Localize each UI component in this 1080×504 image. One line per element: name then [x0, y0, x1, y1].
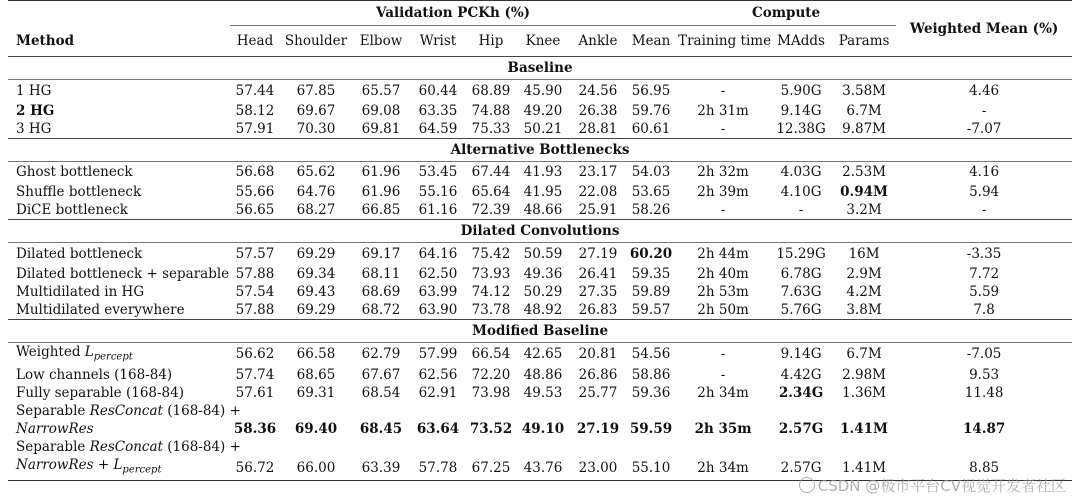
value-cell: 8.85	[969, 460, 1000, 477]
value-cell: 59.89	[631, 283, 671, 300]
value-cell: 65.57	[361, 82, 401, 99]
table-row	[8, 283, 1072, 301]
value-cell: 56.72	[235, 460, 275, 477]
value-cell: 2.57G	[778, 421, 824, 438]
value-cell: 4.03G	[780, 164, 822, 181]
value-cell: 63.90	[418, 301, 458, 318]
value-cell: 50.59	[523, 245, 563, 262]
value-cell: 69.08	[361, 102, 401, 119]
value-cell: 3.58M	[842, 82, 887, 99]
table-row	[8, 438, 1072, 456]
method-cell: Separable ResConcat (168-84) +	[16, 439, 241, 456]
value-cell: 54.56	[631, 346, 671, 363]
value-cell: 2h 39m	[697, 184, 749, 200]
method-cell: DiCE bottleneck	[16, 202, 128, 218]
col-ankle: Ankle	[578, 33, 618, 49]
table-row	[8, 201, 1072, 220]
value-cell: 68.65	[296, 367, 336, 384]
value-cell: 69.29	[296, 301, 336, 318]
method-cell: Multidilated in HG	[16, 283, 145, 300]
value-cell: 59.76	[631, 102, 671, 119]
value-cell: 5.94	[969, 184, 1000, 200]
value-cell: 57.88	[235, 265, 275, 282]
section-header-row	[8, 220, 1072, 243]
value-cell: 49.20	[523, 102, 563, 119]
value-cell: 57.99	[418, 346, 458, 363]
method-cell: Low channels (168-84)	[16, 367, 173, 384]
value-cell: 57.44	[235, 82, 275, 99]
value-cell: 42.65	[523, 346, 563, 363]
value-cell: 2.53M	[842, 164, 887, 181]
value-cell: 67.67	[361, 367, 401, 384]
col-shoulder: Shoulder	[284, 33, 348, 49]
value-cell: 6.78G	[780, 265, 822, 282]
value-cell: 68.72	[361, 301, 401, 318]
value-cell: 62.91	[418, 385, 458, 402]
value-cell: 72.20	[471, 367, 511, 384]
value-cell: -	[720, 82, 726, 99]
method-cell: 2 HG	[16, 102, 55, 119]
value-cell: 2.34G	[778, 385, 824, 402]
method-cell: 1 HG	[16, 82, 52, 99]
value-cell: 25.77	[578, 385, 618, 402]
value-cell: 58.36	[233, 421, 277, 438]
value-cell: 5.90G	[780, 82, 822, 99]
table-row	[8, 80, 1072, 102]
value-cell: 23.00	[578, 460, 618, 477]
method-cell: 3 HG	[16, 120, 52, 137]
value-cell: 48.92	[523, 301, 563, 318]
value-cell: 54.03	[631, 164, 671, 181]
value-cell: 56.65	[235, 202, 275, 218]
value-cell: 66.58	[296, 346, 336, 363]
value-cell: 64.76	[296, 184, 336, 200]
value-cell: 0.94M	[840, 184, 888, 200]
value-cell: 1.41M	[842, 460, 887, 477]
value-cell: 27.19	[576, 421, 620, 438]
method-cell: Ghost bottleneck	[16, 164, 133, 181]
value-cell: 12.38G	[776, 120, 826, 137]
value-cell: 69.31	[296, 385, 336, 402]
value-cell: 4.2M	[846, 283, 882, 300]
value-cell: 57.74	[235, 367, 275, 384]
value-cell: 49.36	[523, 265, 563, 282]
table-row	[8, 243, 1072, 265]
value-cell: -	[720, 202, 726, 218]
value-cell: 64.16	[418, 245, 458, 262]
value-cell: 63.64	[416, 421, 460, 438]
method-header: Method	[16, 32, 75, 49]
value-cell: 59.36	[631, 385, 671, 402]
section-header-row	[8, 319, 1072, 342]
group-header-row	[8, 1, 1072, 26]
value-cell: 6.7M	[846, 346, 882, 363]
section-header-row	[8, 57, 1072, 80]
section-header-row	[8, 138, 1072, 161]
results-table	[8, 0, 1072, 481]
value-cell: -3.35	[966, 245, 1002, 262]
method-cell: Dilated bottleneck + separable	[16, 265, 230, 282]
value-cell: 74.12	[471, 283, 511, 300]
section-title: Baseline	[8, 57, 1072, 80]
value-cell: -	[720, 120, 726, 137]
value-cell: 69.29	[296, 245, 336, 262]
value-cell: 2h 50m	[697, 301, 749, 318]
value-cell: 2h 35m	[694, 421, 752, 438]
value-cell: 66.85	[361, 202, 401, 218]
value-cell: -	[798, 202, 804, 218]
validation-group-header: Validation PCKh (%)	[230, 1, 676, 26]
col-wrist: Wrist	[419, 33, 457, 49]
value-cell: 45.90	[523, 82, 563, 99]
method-cell: NarrowRes	[16, 421, 94, 438]
value-cell: 14.87	[962, 421, 1006, 438]
value-cell: 65.64	[471, 184, 511, 200]
col-params: Params	[838, 33, 890, 49]
value-cell: 4.16	[969, 164, 1000, 181]
value-cell: 27.19	[578, 245, 618, 262]
value-cell: 26.86	[578, 367, 618, 384]
value-cell: 4.46	[969, 82, 1000, 99]
value-cell: 62.56	[418, 367, 458, 384]
value-cell: 2h 34m	[697, 460, 749, 477]
value-cell: 7.8	[973, 301, 995, 318]
value-cell: 63.99	[418, 283, 458, 300]
section-title: Modified Baseline	[8, 319, 1072, 342]
value-cell: 2h 32m	[697, 164, 749, 181]
col-hip: Hip	[478, 33, 504, 49]
value-cell: 55.10	[631, 460, 671, 477]
value-cell: 25.91	[578, 202, 618, 218]
value-cell: 72.39	[471, 202, 511, 218]
col-elbow: Elbow	[359, 33, 403, 49]
value-cell: 62.79	[361, 346, 401, 363]
value-cell: 58.26	[631, 202, 671, 218]
method-cell: Fully separable (168-84)	[16, 385, 185, 402]
value-cell: 69.17	[361, 245, 401, 262]
compute-group-header: Compute	[676, 1, 896, 26]
value-cell: 26.38	[578, 102, 618, 119]
value-cell: 68.54	[361, 385, 401, 402]
method-cell: Shuffle bottleneck	[16, 184, 142, 200]
value-cell: 28.81	[578, 120, 618, 137]
method-cell: Multidilated everywhere	[16, 301, 185, 318]
value-cell: 48.86	[523, 367, 563, 384]
value-cell: 66.00	[296, 460, 336, 477]
value-cell: 27.35	[578, 283, 618, 300]
table-row	[8, 366, 1072, 384]
value-cell: 60.44	[418, 82, 458, 99]
value-cell: 20.81	[578, 346, 618, 363]
value-cell: 5.76G	[780, 301, 822, 318]
value-cell: 57.78	[418, 460, 458, 477]
weighted-mean-header: Weighted Mean (%)	[909, 20, 1059, 37]
value-cell: 2.57G	[780, 460, 822, 477]
value-cell: 75.33	[471, 120, 511, 137]
table-row	[8, 301, 1072, 320]
value-cell: 67.25	[471, 460, 511, 477]
value-cell: 60.20	[629, 245, 673, 262]
value-cell: 74.88	[471, 102, 511, 119]
value-cell: 61.16	[418, 202, 458, 218]
value-cell: 57.57	[235, 245, 275, 262]
section-title: Dilated Convolutions	[8, 220, 1072, 243]
value-cell: 63.39	[361, 460, 401, 477]
value-cell: 56.68	[235, 164, 275, 181]
value-cell: 9.14G	[780, 346, 822, 363]
value-cell: 68.27	[296, 202, 336, 218]
watermark	[799, 475, 1066, 496]
value-cell: 66.54	[471, 346, 511, 363]
value-cell: 26.41	[578, 265, 618, 282]
value-cell: 2h 53m	[697, 283, 749, 300]
value-cell: 65.62	[296, 164, 336, 181]
value-cell: 22.08	[578, 184, 618, 200]
value-cell: 68.11	[361, 265, 401, 282]
col-knee: Knee	[525, 33, 561, 49]
table-row	[8, 384, 1072, 402]
value-cell: -7.05	[966, 346, 1002, 363]
table-body	[8, 57, 1072, 481]
value-cell: 60.61	[631, 120, 671, 137]
value-cell: 70.30	[296, 120, 336, 137]
value-cell: 2.9M	[846, 265, 882, 282]
value-cell: 11.48	[964, 385, 1004, 402]
value-cell: 9.53	[969, 367, 1000, 384]
table-row	[8, 183, 1072, 201]
table-row	[8, 402, 1072, 420]
value-cell: 53.45	[418, 164, 458, 181]
value-cell: 55.16	[418, 184, 458, 200]
value-cell: 15.29G	[776, 245, 826, 262]
value-cell: 58.86	[631, 367, 671, 384]
value-cell: 7.72	[969, 265, 1000, 282]
table-row	[8, 120, 1072, 139]
value-cell: 50.29	[523, 283, 563, 300]
value-cell: 43.76	[523, 460, 563, 477]
value-cell: 1.41M	[840, 421, 888, 438]
value-cell: 9.14G	[780, 102, 822, 119]
value-cell: -	[981, 202, 987, 218]
col-madds: MAdds	[777, 33, 825, 49]
value-cell: 69.67	[296, 102, 336, 119]
method-cell: Separable ResConcat (168-84) +	[16, 403, 241, 420]
value-cell: 56.62	[235, 346, 275, 363]
value-cell: 7.63G	[780, 283, 822, 300]
col-mean: Mean	[631, 33, 671, 49]
value-cell: 56.95	[631, 82, 671, 99]
blank-cell	[230, 402, 1072, 420]
table-row	[8, 102, 1072, 120]
value-cell: 23.17	[578, 164, 618, 181]
method-cell: NarrowRes + $L_{percept}$	[16, 457, 162, 476]
value-cell: 4.10G	[780, 184, 822, 200]
value-cell: 69.34	[296, 265, 336, 282]
value-cell: 5.59	[969, 283, 1000, 300]
value-cell: 69.81	[361, 120, 401, 137]
method-cell: Weighted $L_{percept}$	[16, 343, 133, 363]
value-cell: -	[720, 367, 726, 384]
value-cell: 73.78	[471, 301, 511, 318]
value-cell: 57.88	[235, 301, 275, 318]
value-cell: 2.98M	[842, 367, 887, 384]
value-cell: 67.85	[296, 82, 336, 99]
value-cell: 16M	[848, 245, 880, 262]
value-cell: 57.91	[235, 120, 275, 137]
value-cell: 26.83	[578, 301, 618, 318]
blank-cell	[230, 438, 1072, 456]
value-cell: 49.10	[521, 421, 565, 438]
value-cell: 24.56	[578, 82, 618, 99]
col-head: Head	[236, 33, 274, 49]
value-cell: 2h 31m	[697, 102, 749, 119]
value-cell: 59.59	[629, 421, 673, 438]
value-cell: 69.43	[296, 283, 336, 300]
value-cell: 68.89	[471, 82, 511, 99]
value-cell: 50.21	[523, 120, 563, 137]
value-cell: 41.93	[523, 164, 563, 181]
value-cell: 59.35	[631, 265, 671, 282]
value-cell: 64.59	[418, 120, 458, 137]
value-cell: -	[720, 346, 726, 363]
value-cell: -	[981, 102, 987, 119]
section-title: Alternative Bottlenecks	[8, 138, 1072, 161]
value-cell: 57.54	[235, 283, 275, 300]
value-cell: 53.65	[631, 184, 671, 200]
value-cell: 6.7M	[846, 102, 882, 119]
value-cell: 63.35	[418, 102, 458, 119]
col-training-time: Training time	[678, 33, 772, 49]
value-cell: 73.52	[469, 421, 513, 438]
value-cell: 2h 44m	[697, 245, 749, 262]
csdn-logo-icon	[799, 477, 815, 493]
value-cell: 41.95	[523, 184, 563, 200]
value-cell: -7.07	[966, 120, 1002, 137]
value-cell: 68.69	[361, 283, 401, 300]
value-cell: 3.8M	[846, 301, 882, 318]
value-cell: 75.42	[471, 245, 511, 262]
table-row	[8, 161, 1072, 183]
value-cell: 73.98	[471, 385, 511, 402]
value-cell: 57.61	[235, 385, 275, 402]
watermark-text: CSDN @极市平台CV视觉开发者社区	[817, 477, 1066, 495]
value-cell: 48.66	[523, 202, 563, 218]
table-row	[8, 342, 1072, 366]
value-cell: 3.2M	[846, 202, 882, 218]
value-cell: 69.40	[294, 421, 338, 438]
value-cell: 2h 34m	[697, 385, 749, 402]
value-cell: 59.57	[631, 301, 671, 318]
table-row	[8, 265, 1072, 283]
value-cell: 1.36M	[842, 385, 887, 402]
value-cell: 67.44	[471, 164, 511, 181]
value-cell: 9.87M	[842, 120, 887, 137]
table-row	[8, 420, 1072, 438]
value-cell: 73.93	[471, 265, 511, 282]
value-cell: 55.66	[235, 184, 275, 200]
method-cell: Dilated bottleneck	[16, 245, 143, 262]
value-cell: 68.45	[359, 421, 403, 438]
value-cell: 61.96	[361, 184, 401, 200]
value-cell: 61.96	[361, 164, 401, 181]
value-cell: 4.42G	[780, 367, 822, 384]
value-cell: 62.50	[418, 265, 458, 282]
value-cell: 49.53	[523, 385, 563, 402]
value-cell: 58.12	[235, 102, 275, 119]
value-cell: 2h 40m	[697, 265, 749, 282]
